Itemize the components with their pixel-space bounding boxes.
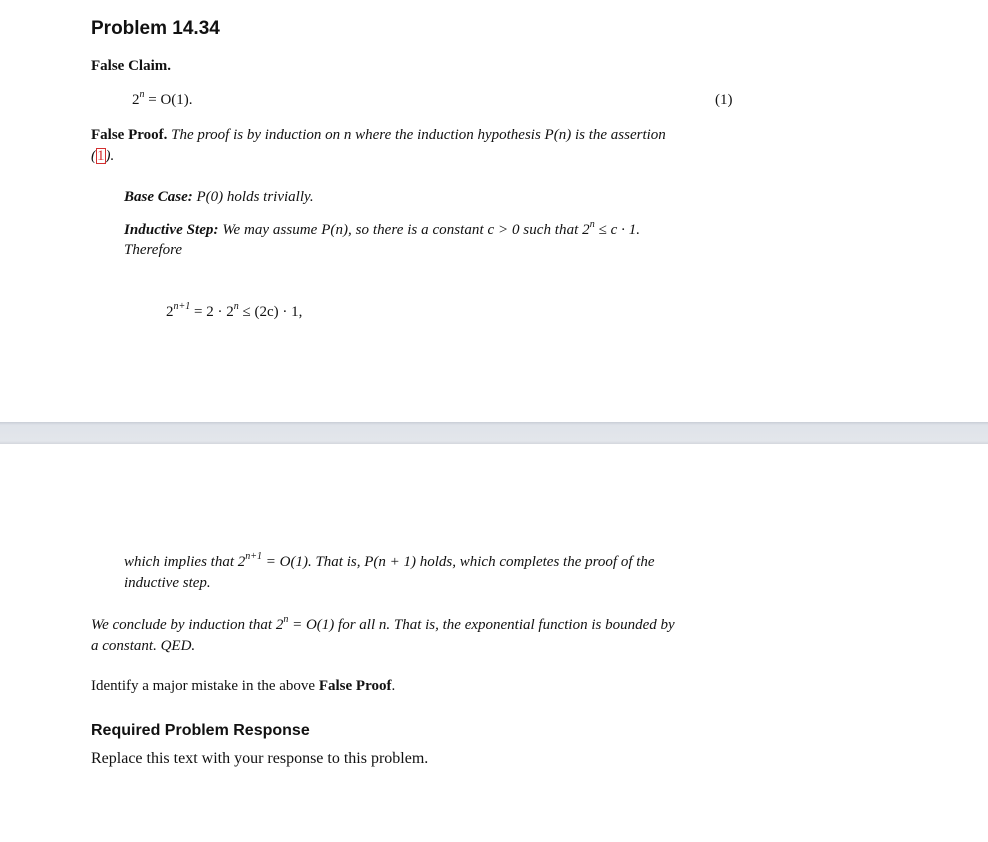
therefore-text: Therefore <box>124 242 183 258</box>
identify-text <box>91 678 395 695</box>
conclude-text-b: = O(1) for all n. That is, the exponential function is bounded by <box>288 617 675 633</box>
claim-equation <box>132 89 193 109</box>
inductive-exp: n <box>589 219 595 230</box>
display-equation <box>166 301 303 321</box>
implies-line-1 <box>124 551 655 571</box>
implies-text-b: = O(1). That is, P(n + 1) holds, which completes the proof of the <box>262 554 655 570</box>
identify-prefix: Identify a major mistake in the above <box>91 678 319 694</box>
page-separator <box>0 422 988 444</box>
response-text[interactable]: Replace this text with your response to this problem. <box>91 750 429 767</box>
claim-exp: n <box>139 89 145 100</box>
false-claim-heading: False Claim. <box>91 58 171 74</box>
display-mid: = 2 · 2 <box>190 304 234 320</box>
equation-ref-link[interactable]: 1 <box>97 148 105 164</box>
identify-suffix: . <box>391 678 396 694</box>
ref-open: ( <box>91 148 96 164</box>
inductive-step-text-b: ≤ c · 1. <box>594 222 641 238</box>
identify-bold: False Proof <box>318 678 392 694</box>
proof-intro-line-2 <box>91 148 114 165</box>
display-lhs: 2 <box>166 304 174 320</box>
response-heading: Required Problem Response <box>91 722 310 739</box>
equation-number: (1) <box>715 92 733 108</box>
false-proof-line <box>91 127 666 144</box>
inductive-step <box>124 219 641 239</box>
display-mid-exp: n <box>233 301 239 312</box>
conclude-exp: n <box>283 614 289 625</box>
implies-exp: n+1 <box>245 551 262 562</box>
proof-intro-text: The proof is by induction on n where the induction hypothesis P(n) is the assertion <box>171 127 666 143</box>
implies-text-a: which implies that 2 <box>124 554 246 570</box>
implies-line-2: inductive step. <box>124 575 211 591</box>
false-proof-heading: False Proof. <box>91 127 168 143</box>
base-case-label: Base Case: <box>124 189 193 205</box>
base-case-text: P(0) holds trivially. <box>196 189 314 205</box>
conclude-line-2: a constant. QED. <box>91 638 196 654</box>
conclude-text-a: We conclude by induction that 2 <box>91 617 284 633</box>
display-lhs-exp: n+1 <box>173 301 191 312</box>
inductive-step-label: Inductive Step: <box>124 222 219 238</box>
problem-title: Problem 14.34 <box>91 18 220 39</box>
base-case <box>124 189 314 206</box>
display-end: ≤ (2c) · 1, <box>238 304 303 320</box>
inductive-step-text-a: We may assume P(n), so there is a constant c > 0 such that 2 <box>222 222 590 238</box>
ref-close: ). <box>105 148 115 164</box>
conclude-line-1 <box>91 614 675 634</box>
claim-base: 2 <box>132 92 140 108</box>
claim-rest: = O(1). <box>144 92 193 108</box>
